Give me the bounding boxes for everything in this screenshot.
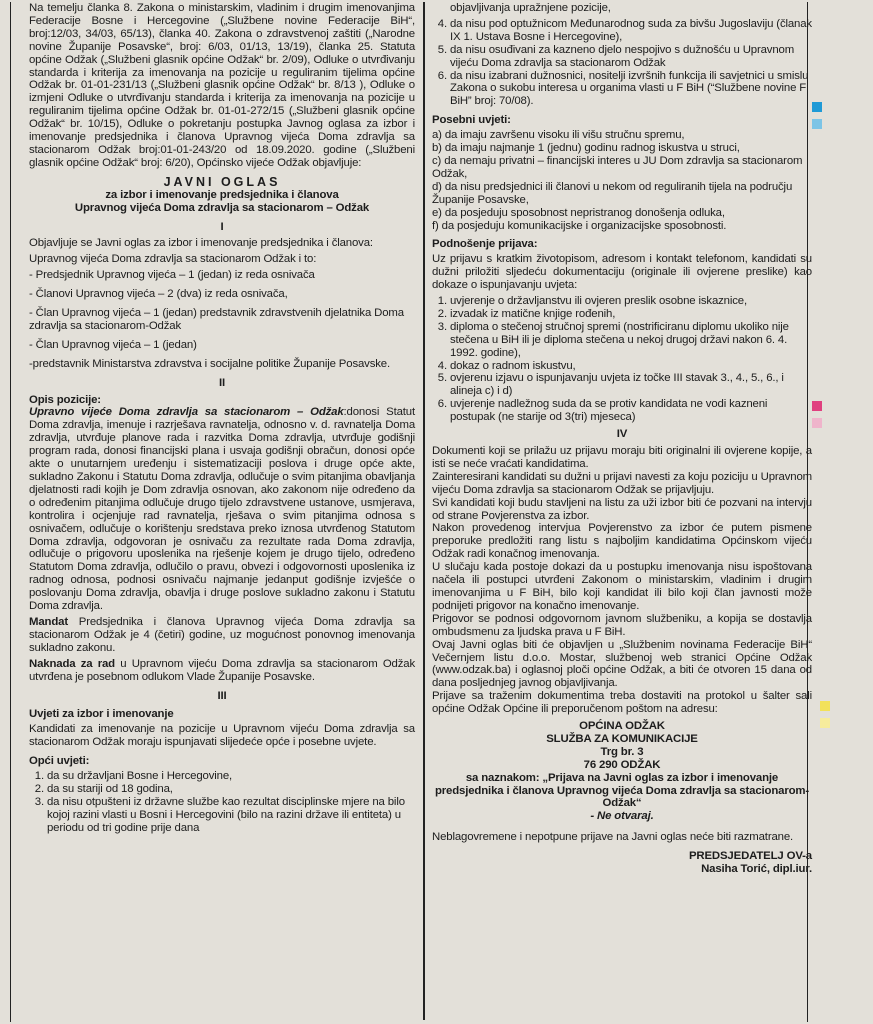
late-applications-note: Neblagovremene i nepotpune prijave na Javni oglas neće biti razmatrane.: [432, 831, 794, 844]
general-conditions-heading: Opći uvjeti:: [29, 755, 90, 768]
condition-item: 3. da nisu otpušteni iz državne službe kao rezultat disciplinske mjere na bilo kojoj razini vlasti u Bosni i Hercegovini (bilo na razini države ili entiteta) u periodu od tri godine prije dana: [47, 796, 415, 835]
signature-name: Nasiha Torić, dipl.iur.: [701, 863, 812, 876]
general-conditions-list: [29, 770, 415, 835]
condition-item: 5. da nisu osuđivani za kazneno djelo nespojivo s dužnošću u Upravnom vijeću Doma zdravlja sa stacionarom Odžak: [450, 44, 812, 70]
position-item: - Predsjednik Upravnog vijeća – 1 (jedan) iz reda osnivača: [29, 269, 315, 282]
condition-item: 2. da su stariji od 18 godina,: [47, 783, 415, 796]
section4-text: Prijave sa traženim dokumentima treba dostaviti na protokol u šalter sali općine Odžak Općine ili preporučenom poštom na adresu:: [432, 690, 812, 716]
submission-heading: Podnošenje prijava:: [432, 238, 538, 251]
section-number-4: IV: [616, 428, 628, 441]
general-conditions-list-cont: [432, 18, 812, 108]
positions-list: [29, 269, 415, 370]
submission-text: Uz prijavu s kratkim životopisom, adresom i kontakt telefonom, kandidati su dužni priložiti sljedeću dokumentaciju (originale ili ovjerene preslike) kao dokaze o ispunjavanju uvjeta:: [432, 253, 812, 292]
address-line: SLUŽBA ZA KOMUNIKACIJE: [546, 732, 698, 745]
special-condition-item: c) da nemaju privatni – financijski interes u JU Dom zdravlja sa stacionarom Odžak,: [432, 154, 803, 180]
column-divider: [423, 2, 425, 1020]
document-item: 3. diploma o stečenoj stručnoj spremi (nostrificiranu diplomu ukoliko nije stečena u BiH ili je diploma stečena u nekoj drugoj državi nakon 6. 4. 1992. godine),: [450, 321, 812, 360]
do-not-open-note: [432, 810, 812, 823]
opis-subject: Upravno vijeće Doma zdravlja sa stacionarom – Odžak: [29, 406, 344, 419]
color-registration-mark: [812, 418, 822, 428]
section4-text: Nakon provedenog intervjua Povjerenstvo za izbor će putem pismene preporuke predložiti rang listu s najboljim kandidatima Općinskom vijeću Odžak radi konačnog imenovanja.: [432, 522, 812, 561]
section4-text: U slučaju kada postoje dokazi da u postupku imenovanja nisu ispoštovana načela ili postupci utvrđeni Zakonom o ministarskim, vladinim i drugim imenovanjima u F BiH, bilo koji kandidat ili bilo koji član javnosti može podnijeti prigovor na konačno imenovanje.: [432, 561, 812, 612]
documents-list: [432, 295, 812, 424]
color-registration-mark: [820, 701, 830, 711]
do-not-open-text: - Ne otvaraj.: [590, 810, 654, 823]
continued-text: objavljivanja upražnjene pozicije,: [450, 2, 611, 14]
compensation-text: u Upravnom vijeću Doma zdravlja sa stacionarom Odžak utvrđena je posebnom odlukom Vlade Županije Posavske.: [29, 657, 416, 683]
position-item: - Članovi Upravnog vijeća – 2 (dva) iz reda osnivača,: [29, 288, 288, 301]
position-item: - Član Upravnog vijeća – 1 (jedan): [29, 338, 197, 351]
section1-text: Objavljuje se Javni oglas za izbor i imenovanje predsjednika i članova:: [29, 237, 373, 250]
condition-item: 4. da nisu pod optužnicom Međunarodnog suda za bivšu Jugoslaviju (članak IX 1. Ustava Bosne i Hercegovine),: [450, 18, 812, 44]
position-item: -predstavnik Ministarstva zdravstva i socijalne politike Županije Posavske.: [29, 357, 391, 370]
color-registration-mark: [812, 119, 822, 129]
condition-item: 6. da nisu izabrani dužnosnici, nositelji izvršnih funkcija ili savjetnici u smislu Zakona o sukobu interesa u organima vlasti u F BiH (“Službene novine F BiH” broj: 70/08).: [450, 70, 812, 109]
conditions-heading: Uvjeti za izbor i imenovanje: [29, 708, 174, 721]
mandate-heading: Mandat: [29, 615, 68, 628]
document-item: 4. dokaz o radnom iskustvu,: [450, 360, 812, 373]
section-number-1: I: [220, 220, 224, 233]
section4-text: Zainteresirani kandidati su dužni u prijavi navesti za koju poziciju u Upravnom vijeću Doma zdravlja sa stacionarom Odžak se prijavljuju.: [432, 470, 812, 496]
section-number-2: II: [218, 376, 226, 389]
position-item: - Član Upravnog vijeća – 1 (jedan) predstavnik zdravstvenih djelatnika Doma zdravlja sa stacionarom-Odžak: [29, 307, 404, 332]
article-frame: [10, 2, 812, 1022]
mandate-paragraph: [29, 616, 415, 655]
address-line: 76 290 ODŽAK: [583, 758, 661, 771]
special-conditions-heading: Posebni uvjeti:: [432, 114, 511, 127]
color-registration-mark: [820, 718, 830, 728]
special-condition-item: b) da imaju najmanje 1 (jednu) godinu radnog iskustva u struci,: [432, 142, 740, 155]
document-item: 5. ovjerenu izjavu o ispunjavanju uvjeta iz točke III stavak 3., 4., 5., 6., i alineja c) i d): [450, 372, 812, 398]
notice-title: JAVNI OGLAS: [163, 174, 281, 189]
mandate-text: Predsjednika i članova Upravnog vijeća Doma zdravlja sa stacionarom Odžak je 4 (četiri) godine, uz mogućnost ponovnog imenovanja sukladno zakonu.: [29, 615, 415, 654]
address-line: Trg br. 3: [600, 745, 644, 758]
document-item: 6. uvjerenje nadležnog suda da se protiv kandidata ne vodi kazneni postupak (ne starije od 3(tri) mjeseca): [450, 398, 812, 424]
condition-item: 1. da su državljani Bosne i Hercegovine,: [47, 770, 415, 783]
section1-text-2: Upravnog vijeća Doma zdravlja sa stacionarom Odžak i to:: [29, 253, 317, 266]
special-condition-item: a) da imaju završenu visoku ili višu stručnu spremu,: [432, 129, 685, 142]
section4-text: Dokumenti koji se prilažu uz prijavu moraju biti originalni ili ovjerene kopije, a isti se neće vraćati kandidatima.: [432, 445, 812, 470]
right-column: [432, 2, 812, 876]
compensation-paragraph: [29, 658, 415, 684]
opis-heading: Opis pozicije:: [29, 393, 101, 406]
section4-text: Prigovor se podnosi odgovornom javnom službeniku, a kopija se dostavlja ombudsmenu za ljudska prava u F BiH.: [432, 612, 812, 638]
special-condition-item: f) da posjeduju komunikacijske i organizacijske sposobnosti.: [432, 219, 727, 232]
envelope-note: sa naznakom: „Prijava na Javni oglas za izbor i imenovanje predsjednika i članova Upravnog vijeća Doma zdravlja sa stacionarom-Odžak“: [434, 771, 810, 810]
color-registration-mark: [812, 102, 822, 112]
conditions-text: Kandidati za imenovanje na pozicije u Upravnom vijeću Doma zdravlja sa stacionarom Odžak moraju ispunjavati slijedeće opće i posebne uvjete.: [29, 723, 415, 749]
position-description: [29, 394, 415, 613]
intro-paragraph: Na temelju članka 8. Zakona o ministarskim, vladinim i drugim imenovanjima Federacije Bosne i Hercegovine („Službene novine Federacije BiH“, broj:12/03, 34/03, 65/13), članka 40. Zakona o zdravstvenoj zaštiti („Narodne novine Županije Posavske“, broj: 6/03, 01/13, 13/19), članka 25. Statuta općine Odžak („Službeni glasnik općine Odžak“ br. 2/09), Odluke o utvrđivanju standarda i kriterija za imenovanja na pozicije u reguliranim tijelima općine Odžak br. 01-01-231/13 („Službeni glasnik općine Odžak“ br. 8/13 ), Odluke o izmjeni Odluke o utvrđivanju standarda i kriterija za imenovanja na pozicije u reguliranim tijelima općine Odžak br. 01-01-272/15 („Službeni glasnik općine Odžak“ br. 10/15), Odluke o pokretanju postupka Javnog oglasa za izbor i imenovanje predsjednika i članova Upravnog vijeća Doma zdravlja sa stacionarom Odžak broj:01-01-243/20 od 18.09.2020. godine („Službeni glasnik općine Odžak“ broj: 6/20), Općinsko vijeće Odžak objavljuje:: [29, 2, 415, 169]
notice-subtitle-1: za izbor i imenovanje predsjednika i članova: [105, 188, 339, 201]
special-condition-item: e) da posjeduju sposobnost nepristranog donošenja odluka,: [432, 206, 725, 219]
section-number-3: III: [217, 689, 227, 702]
color-registration-mark: [812, 401, 822, 411]
notice-subtitle-2: Upravnog vijeća Doma zdravlja sa stacionarom – Odžak: [74, 201, 370, 214]
opis-text: :donosi Statut Doma zdravlja, imenuje i razrješava ravnatelja, odnosno v. d. ravnatelja Doma zdravlja, utvrđuje planove rada i razvitka Doma zdravlja, utvrđuje godišnji program rada, donosi financijski plana i usvaja godišnji obračun, donosi opće akte o unutarnjem uređenju i sistematizaciji poslova i druge opće akte, sukladno Zakonu i Statutu Doma zdravlja, odlučuje o svim pitanjima obavljanja djelatnosti radi kojih je Dom zdravlja osnovan, ako zakonom nije određeno da o određenim pitanjima odlučuje drugo tijelo zdravstvene ustanove, usmjerava, kontrolira i ocjenjuje rad ravnatelja, rješava o svim pitanjima odnosa s osnivačem, odlučuje o korištenju sredstava preko iznosa utvrđenog Statutom Doma zdravlja, odgovoran je osnivaču za rezultate rada Doma zdravlja, odlučuje o prigovoru uposlenika na rješenje kojem je drugo tijelo, određeno Statutom Doma zdravlja, odlučilo o pravu, obvezi i odgovornosti uposlenika iz radnog odnosa, podnosi osnivaču najmanje jedanput godišnje izvješće o poslovanju Doma zdravlja, obavlja i druge poslove sukladno zakonu i Statutu Doma zdravlja.: [29, 406, 415, 613]
left-column: [29, 2, 415, 839]
address-line: OPĆINA ODŽAK: [579, 720, 665, 733]
document-item: 2. izvadak iz matične knjige rođenih,: [450, 308, 812, 321]
section4-text: Ovaj Javni oglas biti će objavljen u „Službenim novinama Federacije BiH“ Večernjem listu d.o.o. Mostar, službenoj web stranici Općine Odžak (www.odzak.ba) i oglasnoj ploči općine Odžak, a biti će otvoren 15 dana od dana posljednjeg javnog objavljivanja.: [432, 638, 812, 690]
special-conditions-list: [432, 129, 812, 232]
document-item: 1. uvjerenje o državljanstvu ili ovjeren preslik osobne iskaznice,: [450, 295, 812, 308]
signature-title: PREDSJEDATELJ OV-a: [688, 850, 812, 863]
compensation-heading: Naknada za rad: [29, 657, 115, 670]
section4-text: Svi kandidati koji budu stavljeni na listu za uži izbor biti će pozvani na intervju od strane Povjerenstva za izbor.: [432, 496, 812, 522]
special-condition-item: d) da nisu predsjednici ili članovi u nekom od reguliranih tijela na području Županije Posavske,: [432, 180, 793, 206]
